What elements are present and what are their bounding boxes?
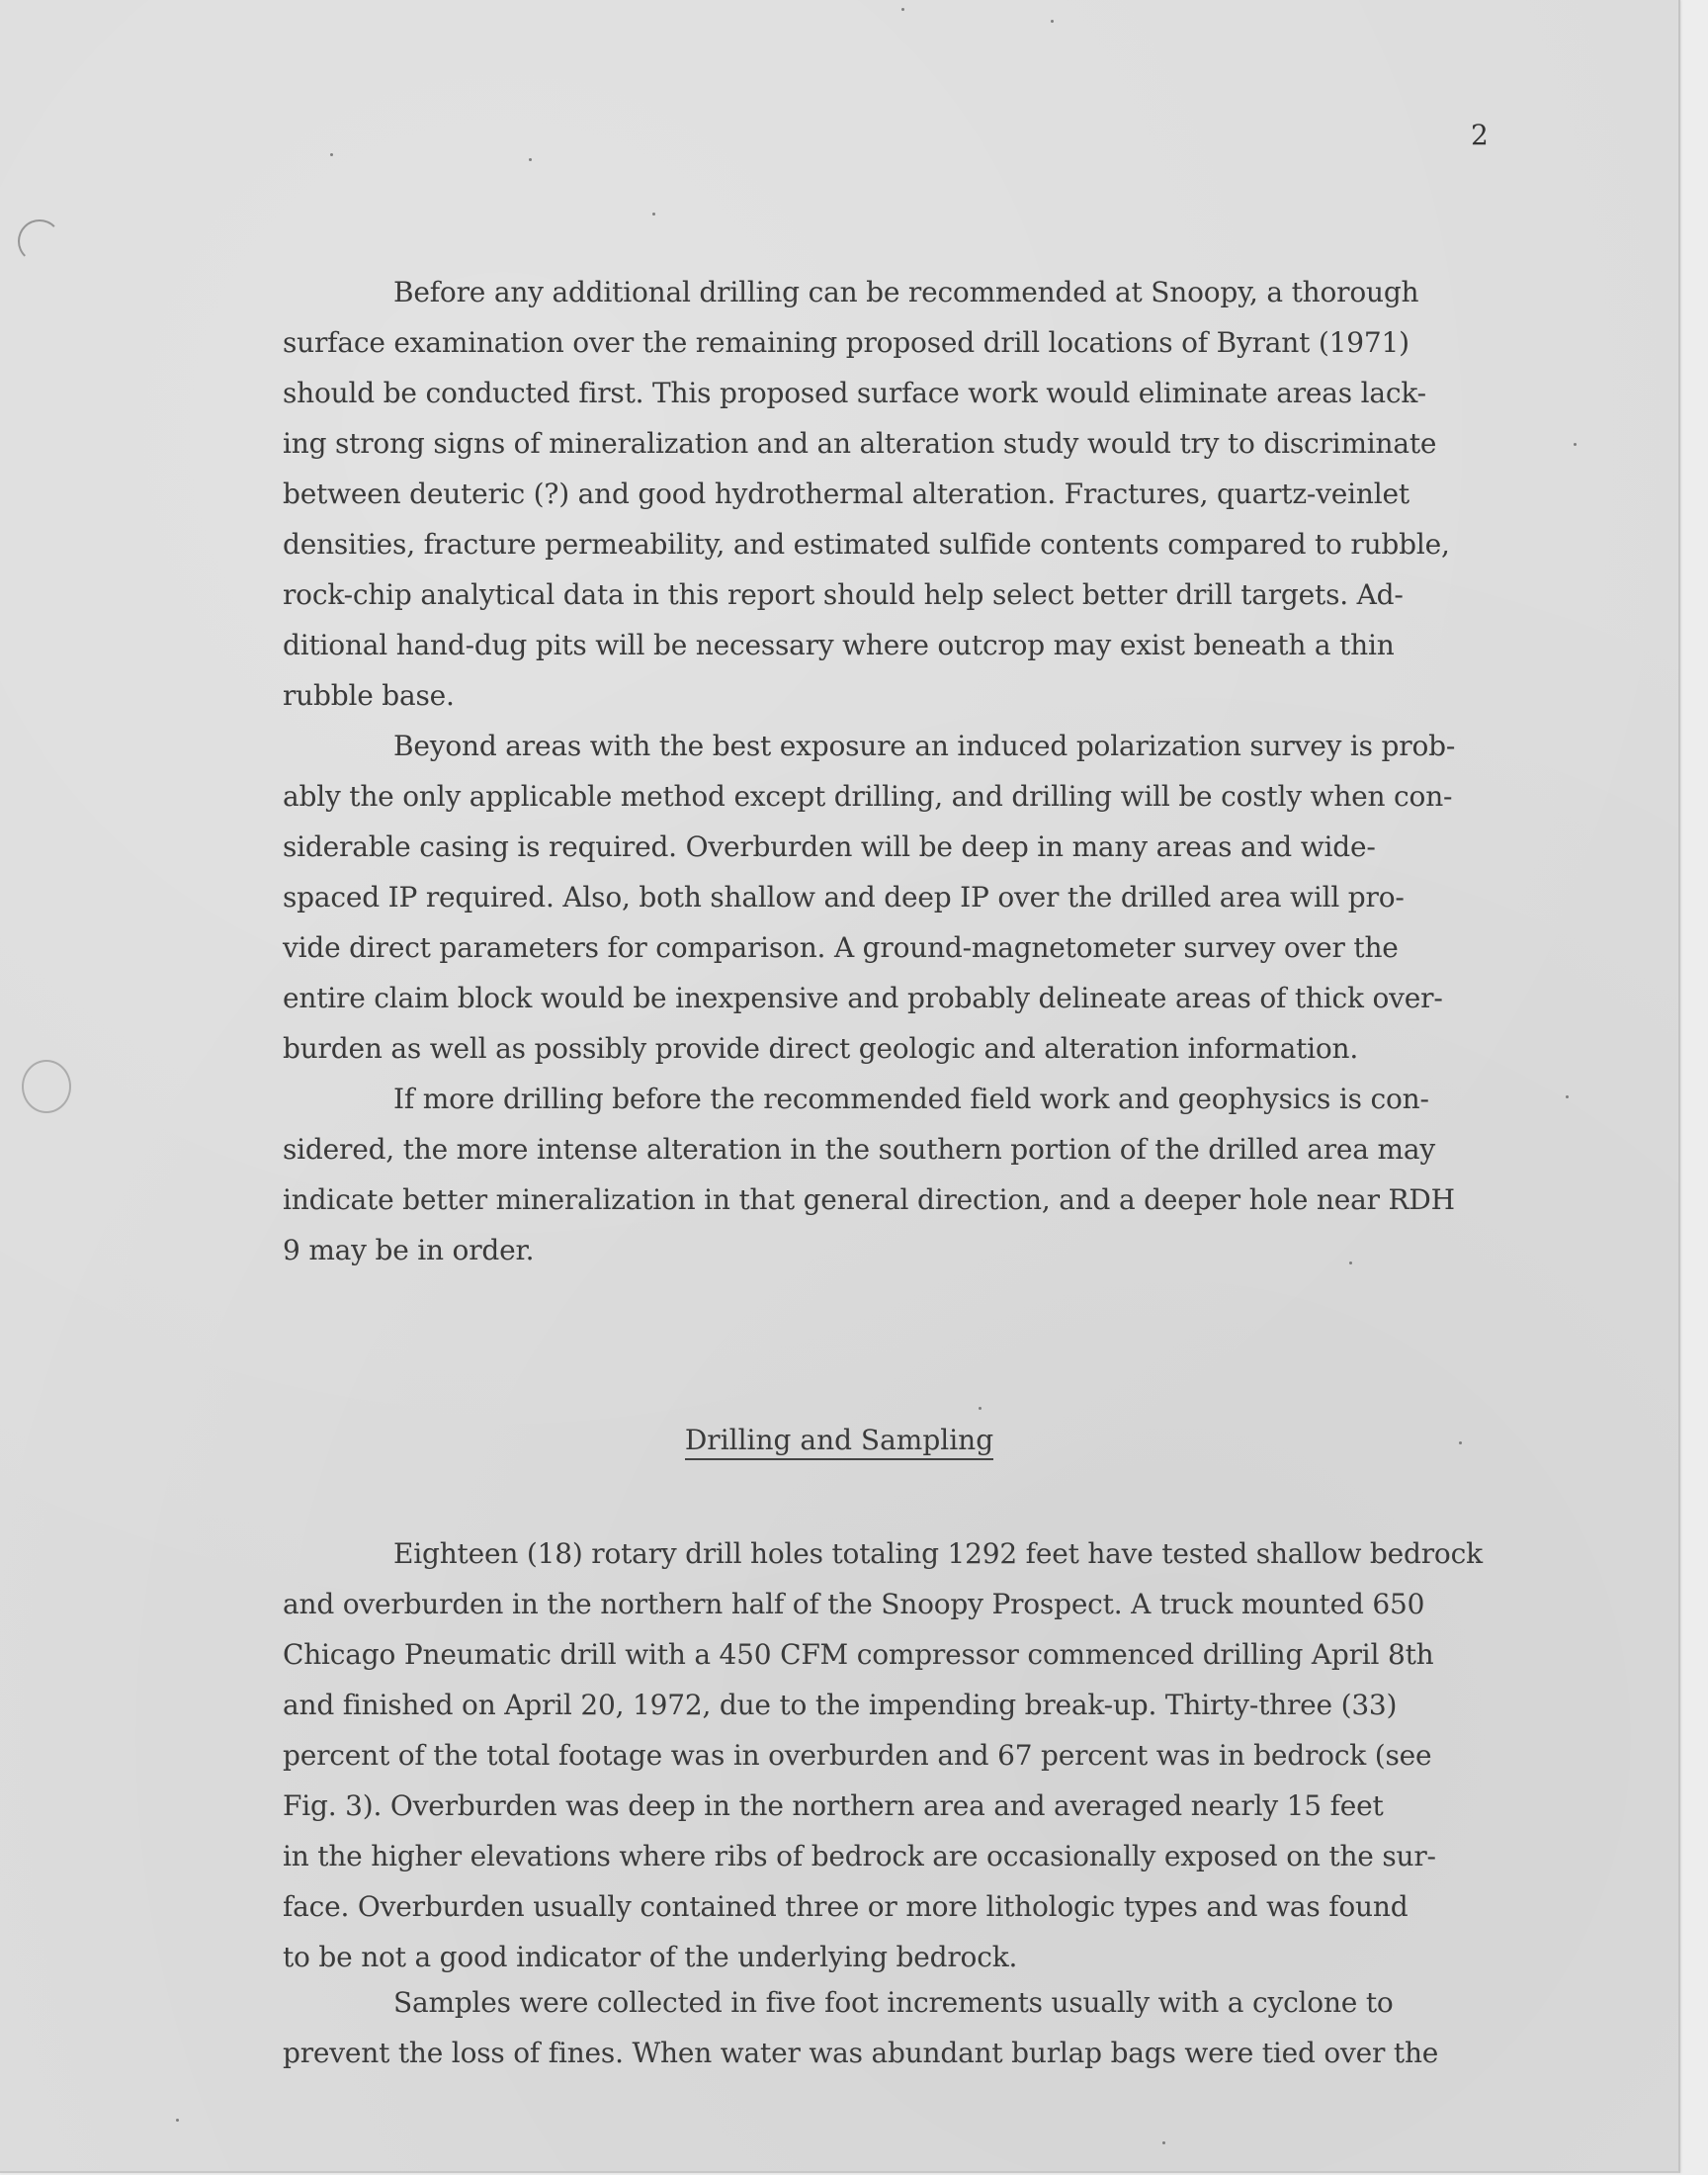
text-line: and overburden in the northern half of the Snoopy Prospect. A truck mounted 650	[283, 1588, 1425, 1620]
text-line: entire claim block would be inexpensive and probably delineate areas of thick over-	[283, 982, 1443, 1014]
text-line: face. Overburden usually contained three or more lithologic types and was found	[283, 1890, 1409, 1923]
text-line: to be not a good indicator of the underlying bedrock.	[283, 1941, 1018, 1973]
text-line: spaced IP required. Also, both shallow and deep IP over the drilled area will pro-	[283, 881, 1405, 914]
text-line: rubble base.	[283, 679, 455, 712]
text-line: Eighteen (18) rotary drill holes totaling 1292 feet have tested shallow bedrock	[393, 1537, 1483, 1570]
paragraph-3	[283, 1074, 1568, 1275]
scan-speck	[529, 158, 532, 161]
text-line: between deuteric (?) and good hydrothermal alteration. Fractures, quartz-veinlet	[283, 478, 1409, 510]
scan-speck	[1349, 1262, 1352, 1264]
text-line: ing strong signs of mineralization and an alteration study would try to discriminate	[283, 427, 1437, 460]
paragraph-2	[283, 721, 1568, 1074]
text-line: ably the only applicable method except drilling, and drilling will be costly when con-	[283, 780, 1453, 813]
text-line: indicate better mineralization in that general direction, and a deeper hole near RDH	[283, 1183, 1455, 1216]
scan-speck	[1162, 2141, 1165, 2144]
text-line: percent of the total footage was in overburden and 67 percent was in bedrock (see	[283, 1739, 1432, 1772]
scan-speck	[652, 213, 655, 216]
scan-speck	[330, 153, 333, 156]
text-line: sidered, the more intense alteration in the southern portion of the drilled area may	[283, 1133, 1435, 1166]
binder-hole-mark-middle	[22, 1060, 71, 1113]
scan-speck	[901, 8, 904, 11]
scan-speck	[979, 1407, 982, 1410]
text-line: Fig. 3). Overburden was deep in the northern area and averaged nearly 15 feet	[283, 1789, 1384, 1822]
scan-speck	[1051, 20, 1054, 23]
paragraph-5	[283, 1977, 1568, 2078]
text-line: should be conducted first. This proposed surface work would eliminate areas lack-	[283, 377, 1426, 409]
scan-speck	[1459, 1441, 1462, 1444]
text-line: in the higher elevations where ribs of bedrock are occasionally exposed on the sur-	[283, 1840, 1436, 1872]
text-line: ditional hand-dug pits will be necessary where outcrop may exist beneath a thin	[283, 629, 1395, 661]
text-line: surface examination over the remaining proposed drill locations of Byrant (1971)	[283, 326, 1409, 359]
paragraph-4	[283, 1528, 1568, 1982]
binder-hole-mark-top	[18, 219, 61, 263]
text-line: burden as well as possibly provide direct geologic and alteration information.	[283, 1032, 1359, 1065]
text-line: siderable casing is required. Overburden will be deep in many areas and wide-	[283, 830, 1376, 863]
scan-speck	[1566, 1095, 1569, 1098]
text-line: Samples were collected in five foot increments usually with a cyclone to	[393, 1986, 1394, 2019]
text-line: If more drilling before the recommended field work and geophysics is con-	[393, 1083, 1429, 1115]
section-heading-text: Drilling and Sampling	[685, 1424, 993, 1460]
text-line: vide direct parameters for comparison. A ground-magnetometer survey over the	[283, 931, 1399, 964]
page-number: 2	[1471, 119, 1489, 151]
text-line: 9 may be in order.	[283, 1234, 535, 1266]
text-line: and finished on April 20, 1972, due to the impending break-up. Thirty-three (33)	[283, 1689, 1398, 1721]
section-heading	[0, 1424, 1678, 1460]
text-line: densities, fracture permeability, and estimated sulfide contents compared to rubble,	[283, 528, 1450, 561]
scan-speck	[176, 2119, 179, 2122]
text-line: rock-chip analytical data in this report should help select better drill targets. Ad-	[283, 578, 1404, 611]
text-line: Before any additional drilling can be recommended at Snoopy, a thorough	[393, 276, 1419, 308]
text-line: Beyond areas with the best exposure an induced polarization survey is prob-	[393, 730, 1456, 762]
paragraph-1	[283, 267, 1568, 721]
scan-speck	[1574, 443, 1577, 446]
text-line: prevent the loss of fines. When water was abundant burlap bags were tied over the	[283, 2037, 1439, 2069]
text-line: Chicago Pneumatic drill with a 450 CFM compressor commenced drilling April 8th	[283, 1638, 1434, 1671]
